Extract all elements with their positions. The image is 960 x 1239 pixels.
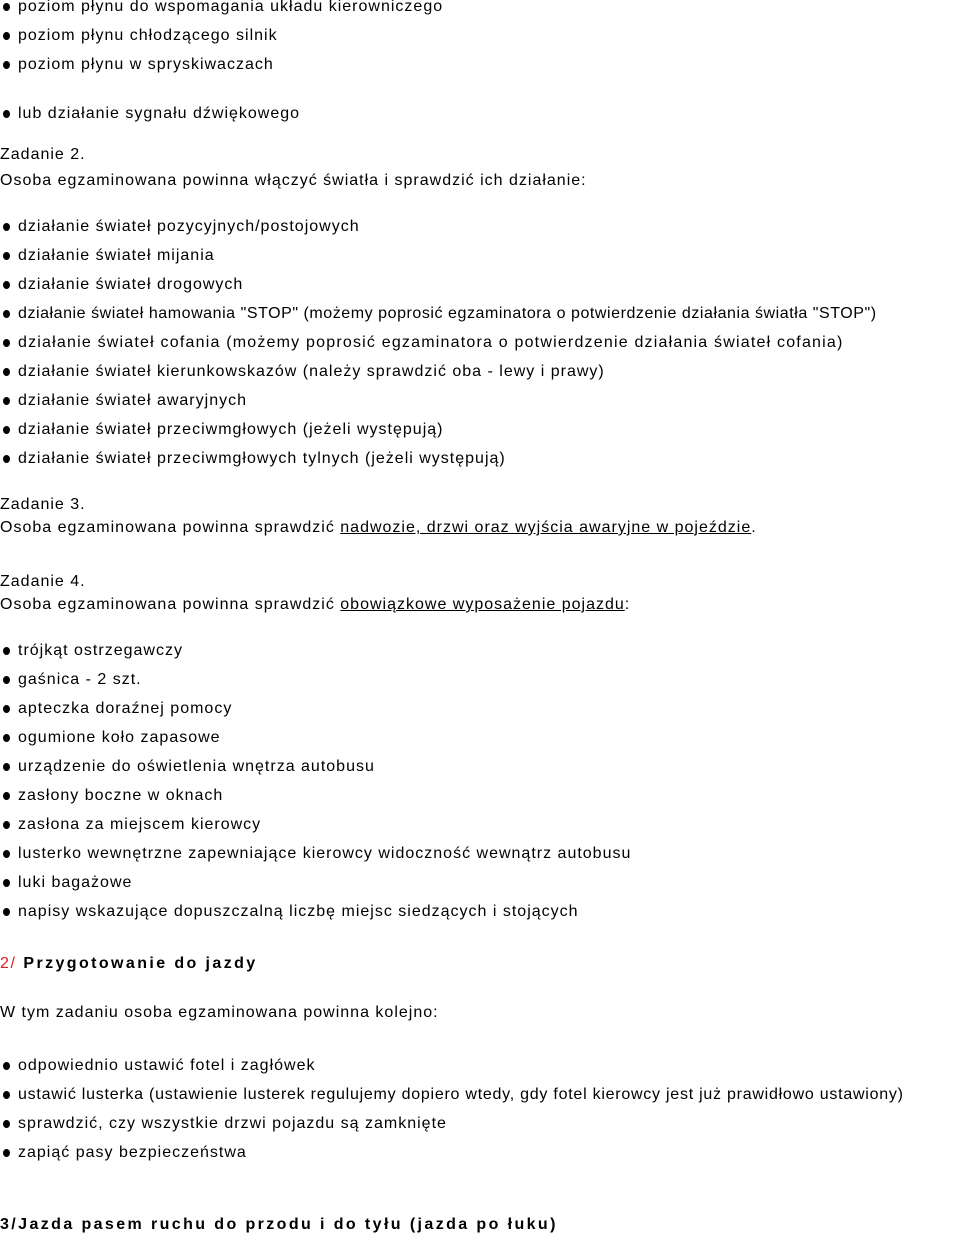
bullet-icon <box>3 426 10 434</box>
bullet-icon <box>3 1120 10 1128</box>
section-2-title: Przygotowanie do jazdy <box>23 955 258 972</box>
zadanie-3-intro: Osoba egzaminowana powinna sprawdzić nadwozie, drzwi oraz wyjścia awaryjne w pojeździe. <box>0 519 757 536</box>
bullet-icon <box>3 455 10 463</box>
bullet-icon <box>3 1091 10 1099</box>
section-3-heading: 3/Jazda pasem ruchu do przodu i do tyłu (jazda po łuku) <box>0 1216 558 1233</box>
bullet-icon <box>3 397 10 405</box>
zadanie-4-underlined: obowiązkowe wyposażenie pojazdu <box>340 596 625 613</box>
bullet-icon <box>3 32 10 40</box>
bullet-icon <box>3 821 10 829</box>
bullet-icon <box>3 223 10 231</box>
bullet-icon <box>3 310 10 318</box>
section-2-number: 2/ <box>0 955 17 972</box>
bullet-icon <box>3 252 10 260</box>
bullet-icon <box>3 879 10 887</box>
bullet-icon <box>3 368 10 376</box>
bullet-icon <box>3 647 10 655</box>
bullet-icon <box>3 763 10 771</box>
bullet-icon <box>3 734 10 742</box>
section-2-heading <box>0 954 258 974</box>
zadanie-4-title: Zadanie 4. <box>0 573 86 590</box>
zadanie-3-underlined: nadwozie, drzwi oraz wyjścia awaryjne w pojeździe <box>340 519 752 536</box>
zadanie-3-title: Zadanie 3. <box>0 496 86 513</box>
bullet-icon <box>3 850 10 858</box>
bullet-icon <box>3 61 10 69</box>
bullet-icon <box>3 908 10 916</box>
bullet-icon <box>3 1062 10 1070</box>
bullet-icon <box>3 792 10 800</box>
bullet-icon <box>3 110 10 118</box>
bullet-icon <box>3 339 10 347</box>
zadanie-2-intro: Osoba egzaminowana powinna włączyć światła i sprawdzić ich działanie: <box>0 172 587 189</box>
bullet-icon <box>3 281 10 289</box>
bullet-icon <box>3 705 10 713</box>
bullet-icon <box>3 3 10 11</box>
zadanie-2-title: Zadanie 2. <box>0 146 86 163</box>
section-2-intro: W tym zadaniu osoba egzaminowana powinna kolejno: <box>0 1004 439 1021</box>
bullet-icon <box>3 676 10 684</box>
bullet-icon <box>3 1149 10 1157</box>
zadanie-4-intro: Osoba egzaminowana powinna sprawdzić obowiązkowe wyposażenie pojazdu: <box>0 596 631 613</box>
